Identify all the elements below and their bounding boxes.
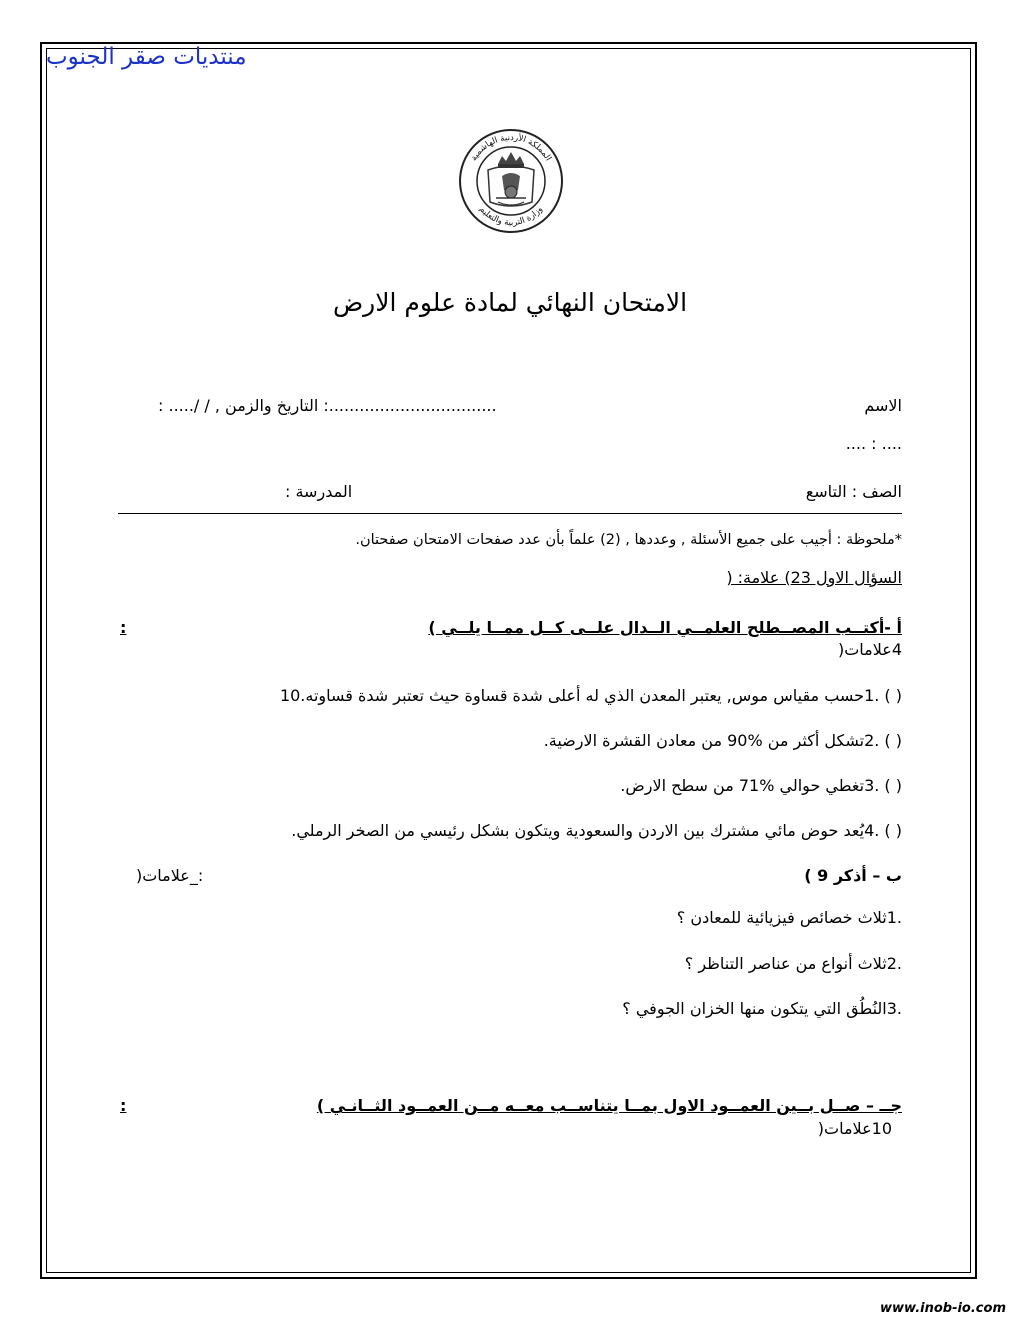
separator-line: [118, 513, 902, 514]
part-b-item-1: .1ثلاث خصائص فيزيائية للمعادن ؟: [676, 908, 902, 927]
part-a-item-3: ( ) .3تغطي حوالي %71 من سطح الارض.: [620, 776, 902, 795]
class-label: الصف : التاسع: [805, 482, 902, 501]
time-dots: .... : ....: [845, 434, 902, 453]
seal-bottom-text: وزارة التربية والتعليم: [477, 204, 545, 229]
part-c-marks: 10علامات(: [817, 1119, 892, 1138]
part-b-item-2: .2ثلاث أنواع من عناصر التناظر ؟: [684, 954, 902, 973]
part-c-colon: :: [120, 1096, 127, 1115]
exam-note: *ملحوظة : أجيب على جميع الأسئلة , وعددها , (2) علماً بأن عدد صفحات الامتحان صفحتان.: [355, 532, 902, 548]
exam-title: الامتحان النهائي لمادة علوم الارض: [332, 288, 688, 317]
question1-heading: السؤال الاول 23) علامة: (: [726, 568, 902, 587]
seal-top-text: المملكة الأردنية الهاشمية: [469, 132, 554, 163]
part-a-marks: 4علامات(: [837, 640, 902, 659]
part-a-item-1: ( ) .1حسب مقياس موس, يعتبر المعدن الذي له أعلى شدة قساوة حيث تعتبر شدة قساوته.10: [279, 686, 902, 705]
part-a-item-2: ( ) .2تشكل أكثر من %90 من معادن القشرة الارضية.: [543, 731, 902, 750]
part-b-marks: :_علامات(: [136, 866, 204, 885]
part-a-colon: :: [120, 618, 127, 637]
date-time-field: .................................: التاريخ والزمن , / /..... :: [158, 396, 497, 415]
school-label: المدرسة :: [285, 482, 353, 501]
forum-watermark[interactable]: منتديات صقر الجنوب: [46, 44, 247, 70]
part-b-heading: ب – أذكر 9 ): [804, 866, 902, 885]
ministry-seal-icon: [458, 128, 564, 234]
name-label: الاسم: [864, 396, 902, 415]
part-c-heading: جــ – صــل بــين العمــود الاول بمــا يتناســب معــه مــن العمــود الثــانـي ): [316, 1096, 902, 1115]
part-a-heading: أ -أكتــب المصــطلح العلمــي الــدال علــى كــل ممــا يلــي ): [428, 618, 902, 637]
part-b-item-3: .3النُطُق التي يتكون منها الخزان الجوفي ؟: [622, 999, 902, 1018]
footer-site-link[interactable]: www.inob-io.com: [880, 1301, 1006, 1316]
part-a-item-4: ( ) .4يُعد حوض مائي مشترك بين الاردن والسعودية ويتكون بشكل رئيسي من الصخر الرملي.: [291, 821, 902, 840]
